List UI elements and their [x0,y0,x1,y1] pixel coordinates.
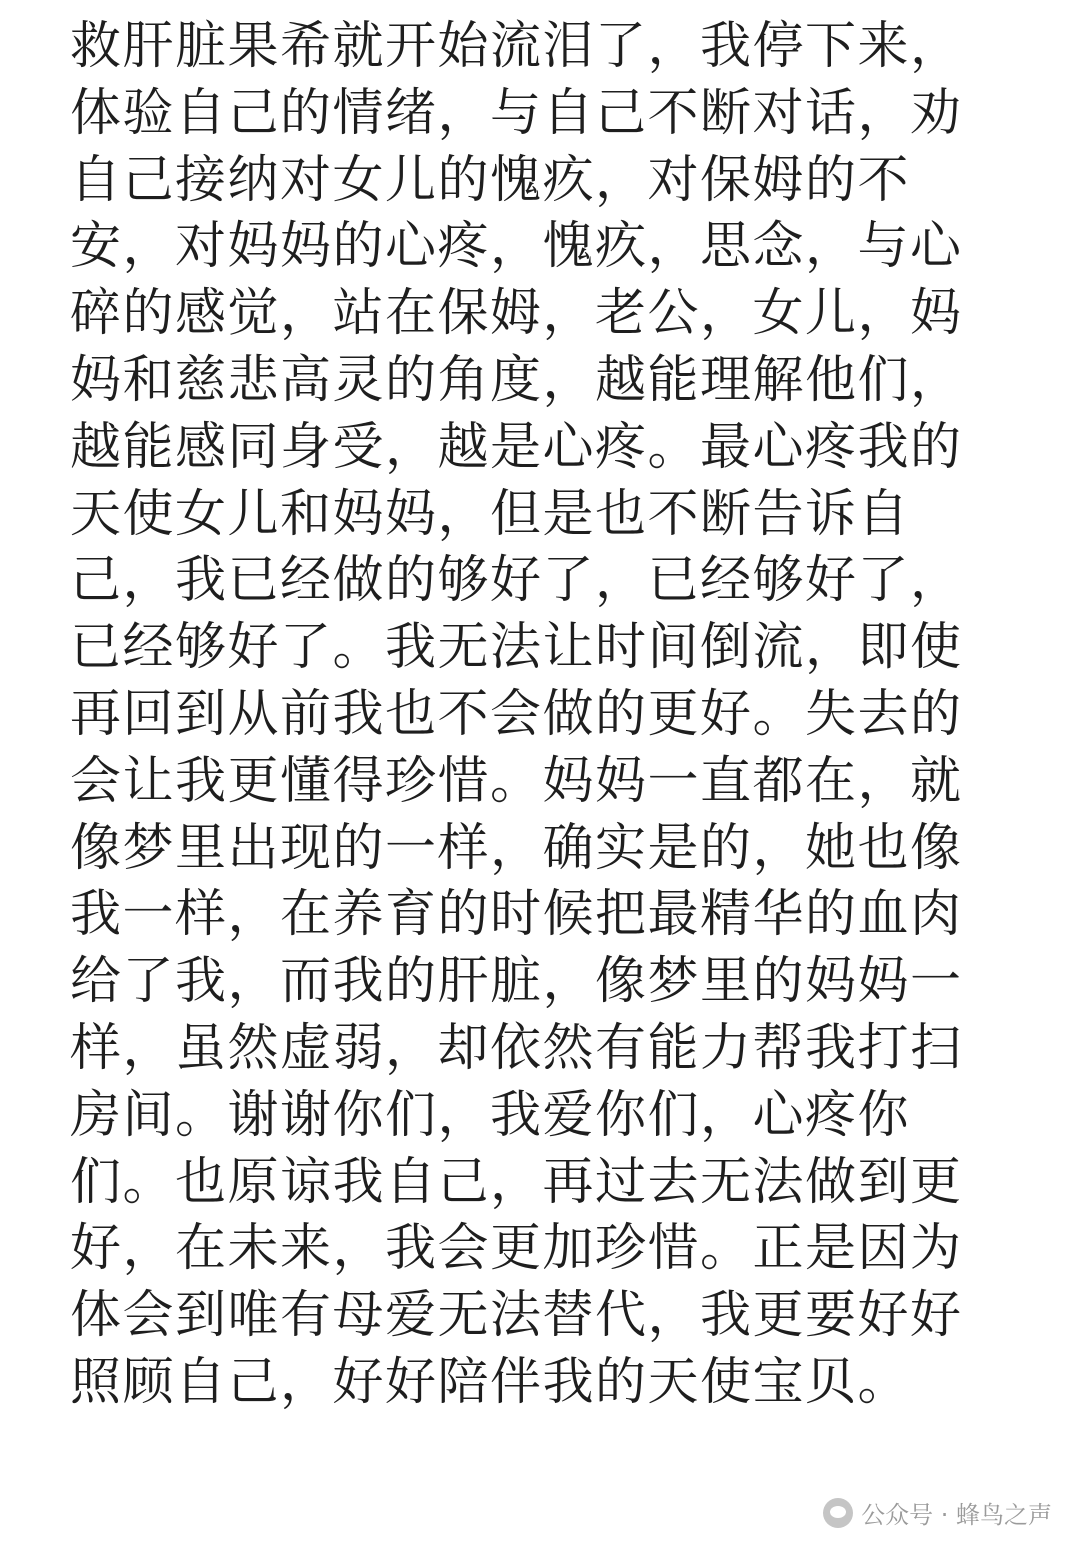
article-line: 像梦里出现的一样，确实是的，她也像 [70,818,963,878]
article-line: 妈和慈悲高灵的角度，越能理解他们， [70,350,963,410]
article-line: 安，对妈妈的心疼，愧疚，思念，与心 [70,217,963,277]
article-line: 照顾自己，好好陪伴我的天使宝贝。 [70,1352,911,1412]
article-body [70,14,1010,1417]
watermark-text: 公众号 · 蜂鸟之声 [861,1501,1052,1529]
article-line: 会让我更懂得珍惜。妈妈一直都在，就 [70,751,963,811]
article-line: 我一样，在养育的时候把最精华的血肉 [70,885,963,945]
article-line: 样，虽然虚弱，却依然有能力帮我打扫 [70,1018,963,1078]
article-line: 们。也原谅我自己，再过去无法做到更 [70,1152,963,1212]
article-line: 体会到唯有母爱无法替代，我更要好好 [70,1286,963,1346]
article-line: 已经够好了。我无法让时间倒流，即使 [70,618,963,678]
article-line: 己，我已经做的够好了，已经够好了， [70,551,963,611]
article-line: 碎的感觉，站在保姆，老公，女儿，妈 [70,284,963,344]
article-line: 越能感同身受，越是心疼。最心疼我的 [70,417,963,477]
article-line: 体验自己的情绪，与自己不断对话，劝 [70,83,963,143]
article-line: 再回到从前我也不会做的更好。失去的 [70,684,963,744]
article-line: 房间。谢谢你们，我爱你们，心疼你 [70,1085,911,1145]
article-line: 救肝脏果希就开始流泪了，我停下来， [70,17,963,76]
article-line: 天使女儿和妈妈，但是也不断告诉自 [70,484,911,544]
watermark [823,1495,1052,1530]
article-line: 给了我，而我的肝脏，像梦里的妈妈一 [70,952,963,1012]
article-line: 好，在未来，我会更加珍惜。正是因为 [70,1219,963,1279]
article-line: 自己接纳对女儿的愧疚，对保姆的不 [70,150,911,210]
wechat-icon [823,1498,853,1528]
